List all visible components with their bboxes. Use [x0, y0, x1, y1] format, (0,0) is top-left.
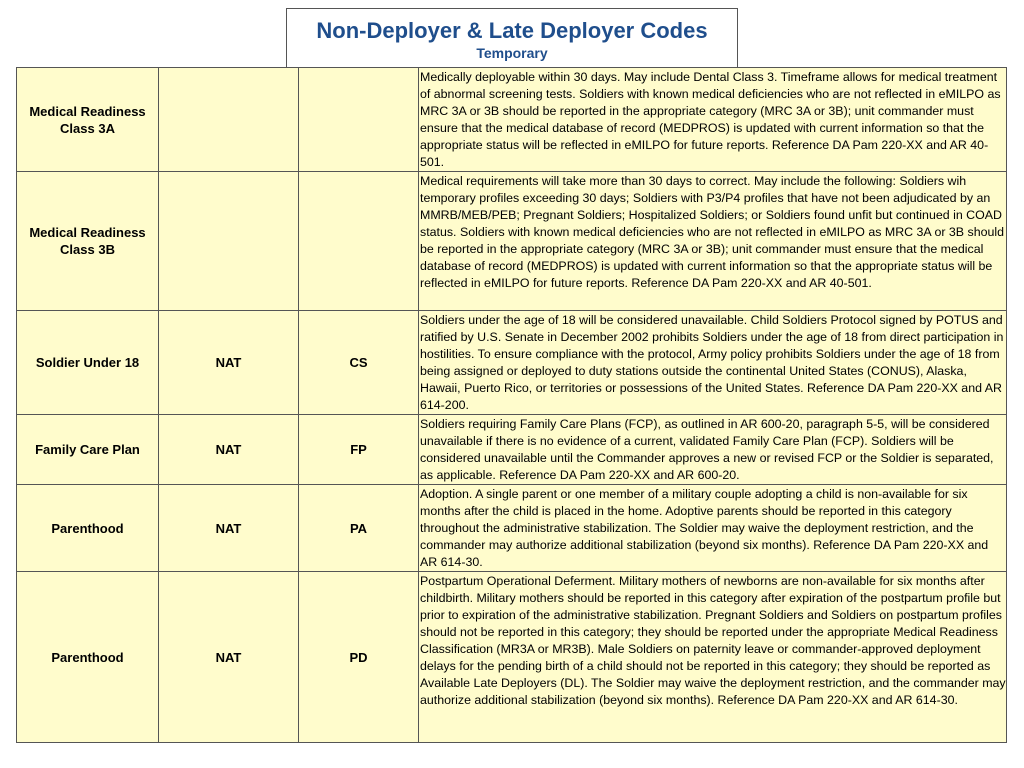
table-row: [17, 68, 1007, 172]
category-cell: Soldier Under 18: [17, 311, 159, 415]
code-cell: PA: [299, 485, 419, 572]
table-row: [17, 415, 1007, 485]
code-cell: FP: [299, 415, 419, 485]
code-cell: [299, 172, 419, 311]
page-subtitle: Temporary: [476, 45, 548, 61]
table-row: [17, 172, 1007, 311]
category-cell: Medical Readiness Class 3A: [17, 68, 159, 172]
description-cell: Adoption. A single parent or one member of a military couple adopting a child is non-available for six months after the child is placed in the home. Adoptive parents should be reported in this category throughout the administrative stabilization. The Soldier may waive the deployment restriction, and the commander may authorize additional stabilization (beyond six months). Reference DA Pam 220-XX and AR 614-30.: [419, 485, 1007, 572]
code-cell: [299, 68, 419, 172]
availability-cell: [159, 172, 299, 311]
availability-cell: NAT: [159, 311, 299, 415]
category-cell: Medical Readiness Class 3B: [17, 172, 159, 311]
code-cell: PD: [299, 572, 419, 743]
title-box: [286, 8, 738, 68]
table-row: [17, 311, 1007, 415]
description-cell: Postpartum Operational Deferment. Military mothers of newborns are non-available for six months after childbirth. Military mothers should be reported in this category after expiration of the postpartum profile but prior to expiration of the administrative stabilization. Pregnant Soldiers and Soldiers on postpartum profiles should not be reported in this category; they should be reported under the appropriate Medical Readiness Classification (MR3A or MR3B). Male Soldiers on paternity leave or commander-approved deployment delays for the pending birth of a child should not be reported in this category; they should be reported as Available Late Deployers (DL). The Soldier may waive the deployment restriction, and the commander may authorize additional stabilization (beyond six months). Reference DA Pam 220-XX and AR 614-30.: [419, 572, 1007, 743]
availability-cell: NAT: [159, 485, 299, 572]
code-cell: CS: [299, 311, 419, 415]
availability-cell: [159, 68, 299, 172]
page-title: Non-Deployer & Late Deployer Codes: [316, 18, 708, 43]
description-cell: Soldiers requiring Family Care Plans (FCP), as outlined in AR 600-20, paragraph 5-5, will be considered unavailable if there is no evidence of a current, validated Family Care Plan (FCP). Soldiers will be considered unavailable until the Commander approves a new or revised FCP or the Soldier is separated, as applicable. Reference DA Pam 220-XX and AR 600-20.: [419, 415, 1007, 485]
table-row: [17, 572, 1007, 743]
availability-cell: NAT: [159, 572, 299, 743]
category-cell: Parenthood: [17, 572, 159, 743]
description-cell: Medical requirements will take more than 30 days to correct. May include the following: Soldiers wih temporary profiles exceeding 30 days; Soldiers with P3/P4 profiles that have not been adjudicated by an MMRB/MEB/PEB; Pregnant Soldiers; Hospitalized Soldiers; or Soldiers found unfit but continued in COAD status. Soldiers with known medical deficiencies who are not reflected in eMILPO as MRC 3A or 3B should be reported in the appropriate category (MRC 3A or 3B); unit commander must ensure that the medical database of record (MEDPROS) is updated with current information so that the appropriate status will be reflected in eMILPO for future reports. Reference DA Pam 220-XX and AR 40-501.: [419, 172, 1007, 311]
description-cell: Medically deployable within 30 days. May include Dental Class 3. Timeframe allows for medical treatment of abnormal screening tests. Soldiers with known medical deficiencies who are not reflected in eMILPO as MRC 3A or 3B should be reported in the appropriate category (MRC 3A or 3B); unit commander must ensure that the medical database of record (MEDPROS) is updated with current information so that the appropriate status will be reflected in eMILPO for future reports. Reference DA Pam 220-XX and AR 40-501.: [419, 68, 1007, 172]
codes-table: [16, 67, 1007, 743]
description-cell: Soldiers under the age of 18 will be considered unavailable. Child Soldiers Protocol signed by POTUS and ratified by U.S. Senate in December 2002 prohibits Soldiers under the age of 18 from direct participation in hostilities. To ensure compliance with the protocol, Army policy prohibits Soldiers under the age of 18 from being assigned or deployed to duty stations outside the continental United States (CONUS), Alaska, Hawaii, Puerto Rico, or territories or possessions of the United States. Reference DA Pam 220-XX and AR 614-200.: [419, 311, 1007, 415]
table-row: [17, 485, 1007, 572]
availability-cell: NAT: [159, 415, 299, 485]
category-cell: Family Care Plan: [17, 415, 159, 485]
category-cell: Parenthood: [17, 485, 159, 572]
